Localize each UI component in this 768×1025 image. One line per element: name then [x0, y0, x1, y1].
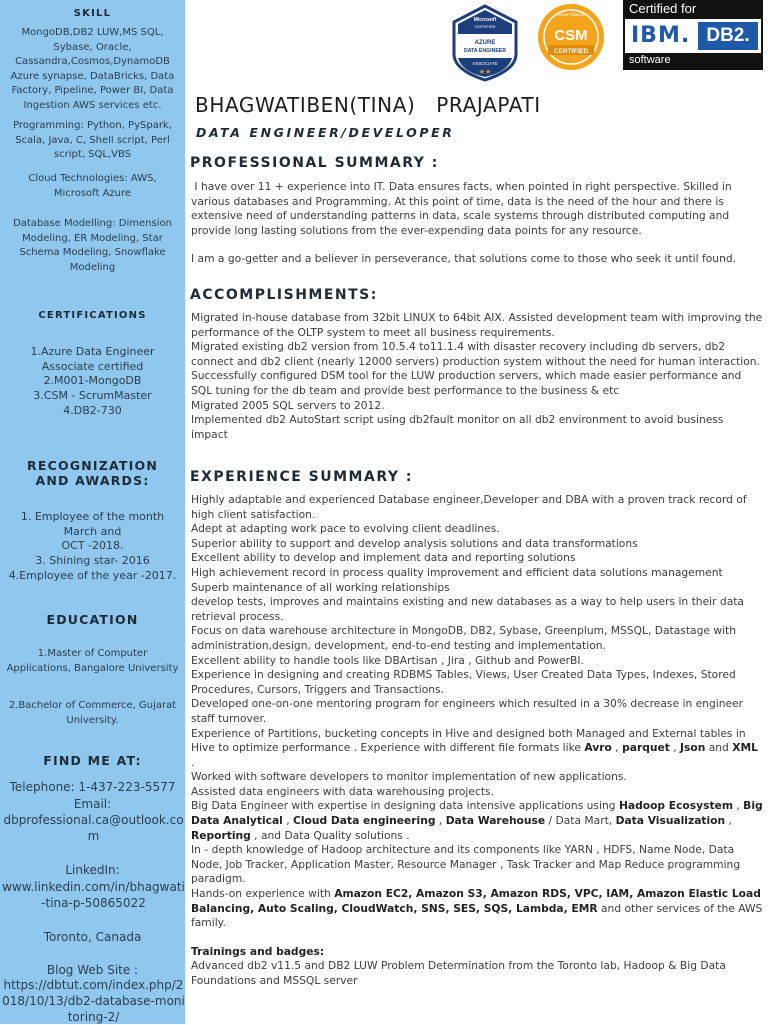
summary-paragraph-1: I have over 11 + experience into IT. Data ensures facts, when pointed in right perspective. Skilled in various databases and Programming. At this point of time, data is the need of the hour and there is extensive need of understanding patterns in data, scale systems through distributed computing and provide long lasting solutions from the ever-expending data points for any resource. [191, 180, 736, 237]
accomplishment-item: Migrated 2005 SQL servers to 2012. [191, 398, 385, 412]
experience-item: Focus on data warehouse architecture in MongoDB, DB2, Sybase, Greenplum, MSSQL, Datastage with administration,design, development, end-to-end testing and implementation. [191, 624, 737, 652]
ibm-logo-icon: IBM. [631, 23, 691, 48]
csm-badge-main: CSM [554, 27, 588, 44]
candidate-name: BHAGWATIBEN(TINA) PRAJAPATI [195, 93, 541, 117]
accomplishments-heading: ACCOMPLISHMENTS: [190, 287, 378, 303]
csm-certified-badge-icon [536, 2, 606, 72]
experience-item-aws: Hands-on experience with Amazon EC2, Amazon S3, Amazon RDS, VPC, IAM, Amazon Elastic Load Balancing, Auto Scaling, CloudWatch, SNS, SES, SQS, Lambda, EMR and other services of the AWS family. [191, 887, 763, 930]
experience-item: In - depth knowledge of Hadoop architecture and its components like YARN , HDFS, Name Node, Data Node, Job Tracker, Application Master, Resource Manager , Task Tracker and Map Reduce programming paradigm. [191, 843, 741, 886]
professional-summary-heading: PROFESSIONAL SUMMARY : [190, 155, 439, 171]
accomplishments-list [191, 311, 763, 442]
programming-text: Programming: Python, PySpark, Scala, Java, C, Shell script, Perl script, SQL,VBS [13, 120, 172, 160]
experience-item: Developed one-on-one mentoring program for engineers which resulted in a 30% decrease in engineer staff turnover. [191, 697, 744, 725]
csm-badge-arc: ScrumAlliance [556, 12, 586, 17]
experience-item: Highly adaptable and experienced Database engineer,Developer and DBA with a proven track record of high client satisfaction. [191, 493, 747, 521]
education-heading: EDUCATION [46, 612, 139, 627]
csm-badge-banner: CERTIFIED [553, 48, 589, 55]
experience-item: Worked with software developers to monitor implementation of new applications. [191, 770, 627, 784]
linkedin-label: LinkedIn: [65, 863, 120, 877]
azure-badge-line4: DATA ENGINEER [464, 48, 506, 54]
svg-text:★★: ★★ [478, 68, 492, 76]
certification-badges [440, 0, 768, 85]
experience-item-big-data: Big Data Engineer with expertise in designing data intensive applications using Hadoop Ecosystem , Big Data Analytical , Cloud Data engineering , Data Warehouse / Data Mart, Data Visualization , Reporting , and Data Quality solutions . [191, 799, 763, 842]
skill-heading: SKILL [73, 8, 112, 19]
accomplishment-item: Implemented db2 AutoStart script using db2fault monitor on all db2 environment to avoid business impact [191, 413, 724, 441]
experience-item: Excellent ability to handle tools like DBArtisan , Jira , Github and PowerBI. [191, 653, 584, 667]
skills-text: MongoDB,DB2 LUW,MS SQL, Sybase, Oracle, Cassandra,Cosmos,DynamoDB Azure synapse, DataBricks, Data Factory, Pipeline, Power BI, Data Ingestion AWS services etc. [10, 27, 175, 111]
candidate-role: DATA ENGINEER/DEVELOPER [196, 125, 455, 140]
accomplishment-item: Migrated existing db2 version from 10.5.4 to11.1.4 with disaster recovery including db servers, db2 connect and db2 client (nearly 12000 servers) production system without the need for human interaction. [191, 340, 760, 368]
recognition-heading: RECOGNIZATION AND AWARDS: [27, 458, 158, 488]
azure-badge-line3: AZURE [474, 40, 496, 46]
telephone-text: Telephone: 1-437-223-5577 [9, 780, 176, 794]
location-text: Toronto, Canada [43, 930, 142, 944]
experience-item: Excellent ability to develop and implement data and reporting solutions [191, 551, 576, 565]
experience-summary-heading: EXPERIENCE SUMMARY : [190, 469, 413, 485]
azure-badge-line1: Microsoft [473, 17, 497, 23]
experience-item: Assisted data engineers with data warehousing projects. [191, 784, 494, 798]
professional-summary [191, 180, 763, 267]
education-item-2: 2.Bachelor of Commerce, Gujarat University. [8, 700, 177, 726]
experience-item: Experience in designing and creating RDBMS Tables, Views, User Created Data Types, Indexes, Stored Procedures, Cursors, Triggers and Transactions. [191, 668, 736, 696]
experience-item: Superb maintenance of all working relationships [191, 580, 450, 594]
cloud-text: Cloud Technologies: AWS, Microsoft Azure [28, 173, 157, 199]
azure-badge-line5: ASSOCIATE [472, 61, 498, 66]
accomplishment-item: Successfully configured DSM tool for the LUW production servers, which made easier performance and SQL tuning for the db team and provide best performance to the business & etc [191, 369, 742, 397]
email-label: Email: [73, 797, 112, 811]
azure-data-engineer-badge-icon [450, 4, 520, 82]
certifications-heading: CERTIFICATIONS [38, 310, 147, 321]
ibm-db2-badge [623, 0, 763, 70]
experience-list [191, 493, 763, 989]
experience-item: develop tests, improves and maintains existing and new databases as a way to help users in their data retrieval process. [191, 595, 744, 623]
ibm-badge-bottom: software [629, 54, 671, 66]
db2-logo-icon: DB2. [698, 22, 758, 50]
modelling-text: Database Modelling: Dimension Modeling, ER Modeling, Star Schema Modeling, Snowflake Modeling [13, 218, 172, 273]
azure-badge-line2: CERTIFIED [474, 24, 496, 29]
blog-label: Blog Web Site : [46, 963, 139, 977]
summary-paragraph-2: I am a go-getter and a believer in perseverance, that solutions come to those who seek it until found. [191, 252, 737, 266]
recognition-list: 1. Employee of the month March and OCT -2018. 3. Shining star- 2016 4.Employee of the year -2017. [8, 510, 177, 582]
email-link[interactable]: dbprofessional.ca@outlook.com [3, 813, 184, 843]
sidebar [0, 0, 185, 1024]
find-me-heading: FIND ME AT: [43, 753, 142, 768]
experience-item: Superior ability to support and develop analysis solutions and data transformations [191, 536, 638, 550]
certifications-list: 1.Azure Data Engineer Associate certified 2.M001-MongoDB 3.CSM - ScrumMaster 4.DB2-730 [30, 345, 155, 417]
trainings-heading: Trainings and badges: [191, 944, 325, 958]
education-item-1: 1.Master of Computer Applications, Bangalore University [6, 648, 179, 674]
experience-item-hive: Experience of Partitions, bucketing concepts in Hive and designed both Managed and External tables in Hive to optimize performance . Experience with different file formats like Avro , parquet , Json and XML . [191, 726, 758, 769]
linkedin-link[interactable]: www.linkedin.com/in/bhagwati-tina-p-50865022 [2, 880, 185, 910]
experience-item: Adept at adapting work pace to evolving client deadlines. [191, 522, 500, 536]
trainings-text: Advanced db2 v11.5 and DB2 LUW Problem Determination from the Toronto lab, Hadoop & Big Data Foundations and MSSQL server [191, 959, 726, 987]
blog-link[interactable]: https://dbtut.com/index.php/2018/10/13/db2-database-monitoring-2/ [2, 978, 185, 1024]
accomplishment-item: Migrated in-house database from 32bit LINUX to 64bit AIX. Assisted development team with improving the performance of the OLTP system to meet all business requirements. [191, 311, 763, 339]
experience-item: High achievement record in process quality improvement and efficient data solutions management [191, 565, 723, 579]
ibm-badge-top: Certified for [629, 1, 697, 16]
